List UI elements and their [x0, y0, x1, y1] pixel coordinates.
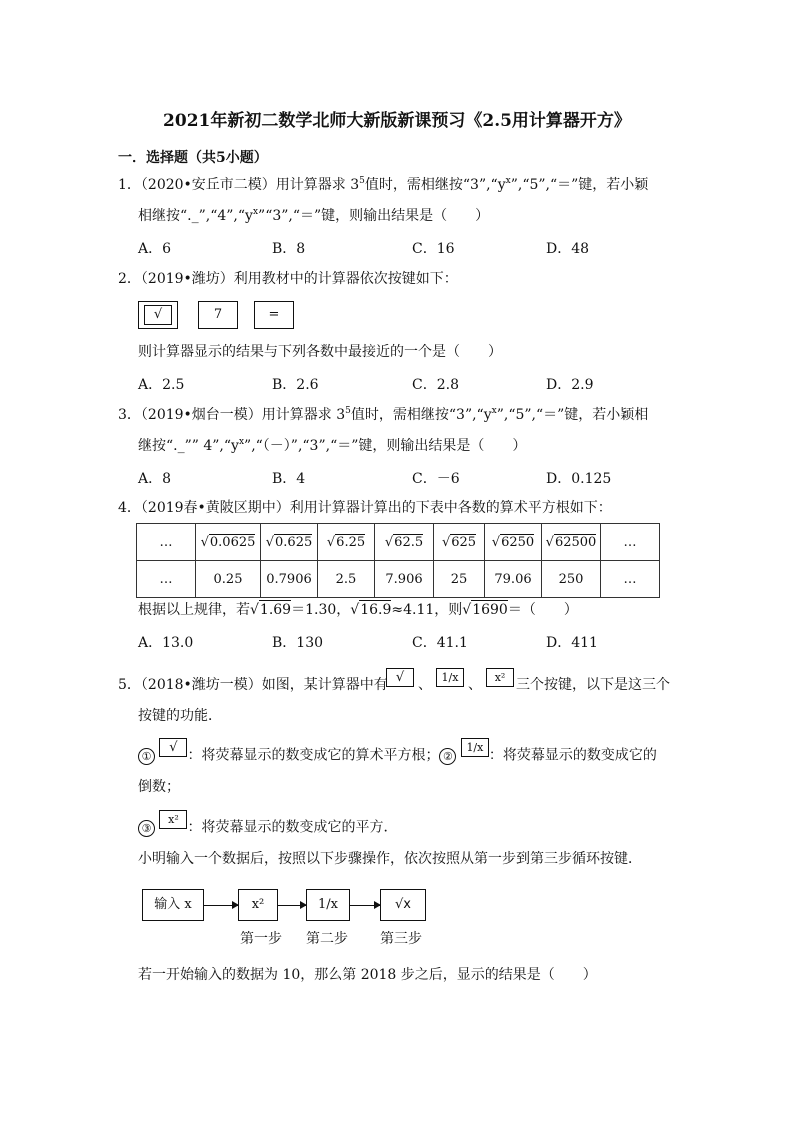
- q3-option-a: A．8: [138, 471, 172, 487]
- table-cell: …: [137, 561, 196, 598]
- q5-line1-a: 5．（2018•潍坊一模）如图，某计算器中有: [118, 677, 388, 693]
- q5-function-2-cont: 倒数；: [138, 779, 180, 795]
- equals-key: =: [254, 301, 294, 329]
- q5-line2: 按键的功能．: [138, 708, 222, 724]
- q5-final: 若一开始输入的数据为 10，那么第 2018 步之后，显示的结果是（ ）: [138, 967, 597, 983]
- separator: 、: [468, 677, 482, 693]
- q5-line1-b: 三个按键，以下是这三个: [516, 677, 670, 693]
- step-label-3: 第三步: [380, 931, 422, 947]
- q1-line2: 相继按“$.\_”,“4”,“y^x”“3”,“=$”键，则输出结果是（ ）: [138, 207, 490, 224]
- q2-line2: 则计算器显示的结果与下列各数中最接近的一个是（ ）: [138, 344, 502, 360]
- square-key: x²: [486, 668, 514, 687]
- seven-key: 7: [198, 301, 238, 329]
- q4-option-b: B．130: [272, 635, 324, 651]
- q4-line1: 4．（2019春•黄陂区期中）利用计算器计算出的下表中各数的算术平方根如下：: [118, 500, 612, 516]
- q3-option-c: C．－6: [412, 471, 460, 487]
- q5-function-1: ① √ ：将荧幕显示的数变成它的算术平方根； ② 1/x ：将荧幕显示的数变成它的: [138, 746, 657, 765]
- q2-option-d: D．2.9: [546, 377, 594, 393]
- table-cell: 79.06: [485, 561, 542, 598]
- q1-option-b: B．8: [272, 241, 306, 257]
- square-key: x²: [159, 810, 187, 829]
- sqrt-key: √: [138, 301, 178, 329]
- table-cell: √62500: [542, 524, 601, 561]
- q4-rule: 根据以上规律，若√1.69＝1.30，√16.9≈4.11，则√1690＝（ ）: [138, 602, 578, 618]
- q4-option-a: A．13.0: [138, 635, 194, 651]
- table-cell: √6.25: [318, 524, 375, 561]
- q4-option-c: C．41.1: [412, 635, 468, 651]
- q2-option-a: A．2.5: [138, 377, 185, 393]
- q1-option-d: D．48: [546, 241, 590, 257]
- table-cell: √6250: [485, 524, 542, 561]
- q1-line1: 1．（2020•安丘市二模）用计算器求 $3^5$值时，需相继按“$3”,“y^x”,“5”,“=$”键，若小颖: [118, 176, 649, 193]
- q3-line1: 3．（2019•烟台一模）用计算器求 $3^5$值时，需相继按“$3”,“y^x”,“5”,“=$”键，若小颖相: [118, 406, 649, 423]
- q3-line2: 继按“._”” $4”,“y^x”,“(-)”,“3”,“=$”键，则输出结果是（ ）: [138, 437, 527, 454]
- flow-arrow: [278, 905, 306, 906]
- q3-option-d: D．0.125: [546, 471, 612, 487]
- table-cell: √62.5: [375, 524, 434, 561]
- reciprocal-key: 1/x: [436, 668, 464, 687]
- q4-option-d: D．411: [546, 635, 598, 651]
- step-label-1: 第一步: [240, 931, 282, 947]
- sqrt-key: √: [386, 668, 414, 687]
- section-heading: 一．选择题（共5小题）: [118, 150, 268, 166]
- q2-option-c: C．2.8: [412, 377, 459, 393]
- q2-line1: 2．（2019•潍坊）利用教材中的计算器依次按键如下：: [118, 271, 458, 287]
- table-cell: √0.0625: [196, 524, 261, 561]
- flow-arrow: [204, 905, 238, 906]
- table-cell: 7.906: [375, 561, 434, 598]
- table-cell: …: [601, 561, 660, 598]
- flow-arrow: [350, 905, 380, 906]
- table-cell: 25: [434, 561, 485, 598]
- table-cell: …: [137, 524, 196, 561]
- separator: 、: [418, 677, 432, 693]
- flow-sqrt-box: √x: [380, 889, 426, 921]
- table-cell: …: [601, 524, 660, 561]
- table-row: [137, 524, 660, 561]
- reciprocal-key: 1/x: [461, 738, 489, 757]
- step-label-2: 第二步: [306, 931, 348, 947]
- q2-option-b: B．2.6: [272, 377, 319, 393]
- table-cell: 2.5: [318, 561, 375, 598]
- q5-description: 小明输入一个数据后，按照以下步骤操作，依次按照从第一步到第三步循环按键．: [138, 851, 642, 867]
- table-cell: 250: [542, 561, 601, 598]
- flow-input-box: 输入 x: [142, 889, 204, 921]
- table-cell: √625: [434, 524, 485, 561]
- flow-reciprocal-box: 1/x: [306, 889, 350, 921]
- q3-option-b: B．4: [272, 471, 306, 487]
- q1-option-c: C．16: [412, 241, 455, 257]
- table-cell: √0.625: [261, 524, 318, 561]
- table-cell: 0.7906: [261, 561, 318, 598]
- page-title: 2021年新初二数学北师大新版新课预习《2.5用计算器开方》: [163, 111, 631, 131]
- sqrt-key: √: [159, 738, 187, 757]
- q1-option-a: A．6: [138, 241, 172, 257]
- q5-function-3: ③ x² ：将荧幕显示的数变成它的平方．: [138, 818, 397, 837]
- sqrt-table: [136, 523, 660, 598]
- table-row: [137, 561, 660, 598]
- flow-square-box: x²: [238, 889, 278, 921]
- table-cell: 0.25: [196, 561, 261, 598]
